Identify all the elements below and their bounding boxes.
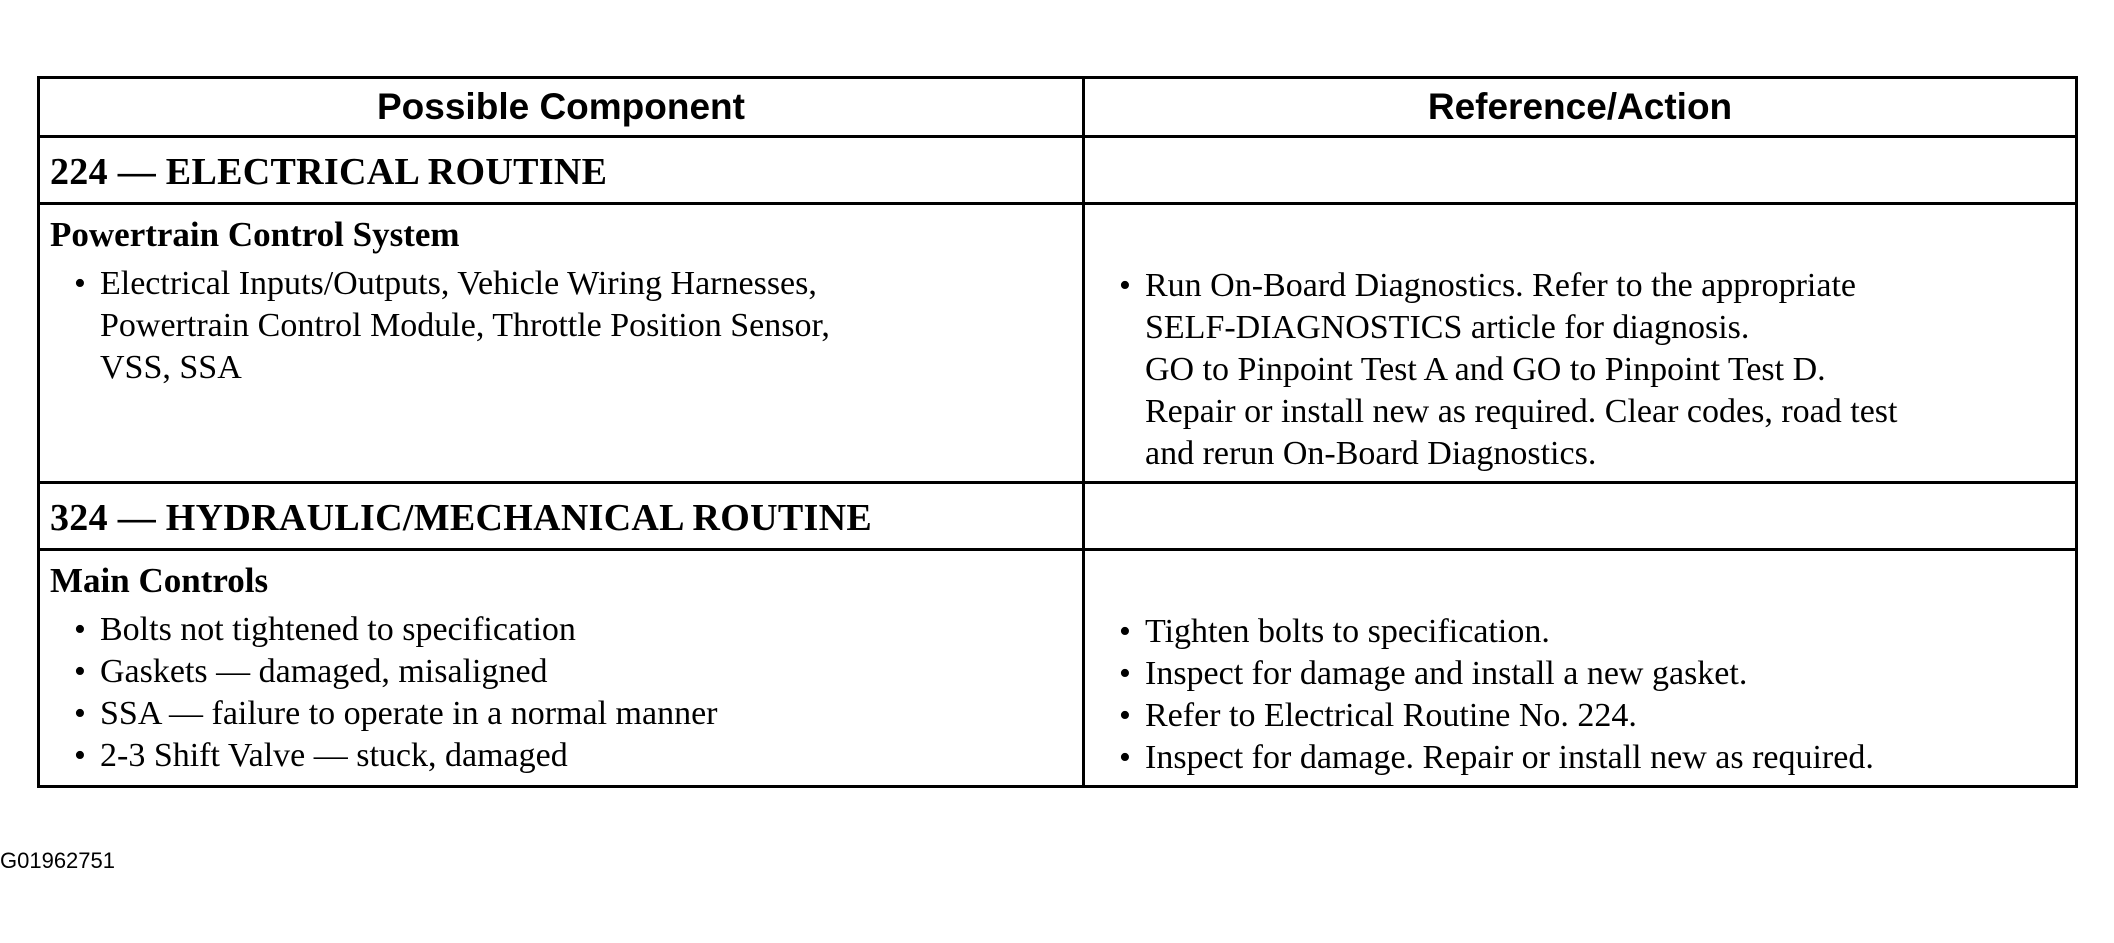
component-cell-324 [39,550,1084,787]
component-line: Powertrain Control Module, Throttle Position Sensor, [100,307,830,344]
header-row [39,78,2077,137]
action-cell-224 [1084,204,2077,483]
header-possible-component: Possible Component [39,78,1084,137]
table-row [39,204,2077,483]
list-item: • Gaskets — damaged, misaligned [50,651,1072,693]
list-item: • Inspect for damage and install a new gasket. [1095,653,2065,695]
component-line: • Electrical Inputs/Outputs, Vehicle Wiring Harnesses, [100,265,817,302]
routine-title-324: 324 — HYDRAULIC/MECHANICAL ROUTINE [39,483,1084,550]
component-line: VSS, SSA [100,349,242,386]
action-list-324 [1095,611,2065,779]
diagnostic-table [37,76,2078,788]
list-item [1095,265,2065,349]
action-line: Repair or install new as required. Clear codes, road test [1145,393,1898,430]
routine-empty-cell-224 [1084,137,2077,204]
list-item: • 2-3 Shift Valve — stuck, damaged [50,735,1072,777]
table-row [39,550,2077,787]
action-line: GO to Pinpoint Test A and GO to Pinpoint Test D. [1145,351,1826,388]
action-list-224 [1095,265,2065,349]
list-item: • SSA — failure to operate in a normal manner [50,693,1072,735]
list-item [50,263,1072,389]
action-line: • Run On-Board Diagnostics. Refer to the appropriate [1145,267,1856,304]
header-reference-action: Reference/Action [1084,78,2077,137]
figure-code: G01962751 [0,848,115,873]
action-line: and rerun On-Board Diagnostics. [1145,435,1597,472]
group-title-powertrain: Powertrain Control System [50,215,460,254]
component-list-224 [50,263,1072,389]
routine-empty-cell-324 [1084,483,2077,550]
routine-row-324 [39,483,2077,550]
list-item: • Refer to Electrical Routine No. 224. [1095,695,2065,737]
list-item: • Tighten bolts to specification. [1095,611,2065,653]
routine-row-224 [39,137,2077,204]
component-cell-224 [39,204,1084,483]
list-item: • Bolts not tightened to specification [50,609,1072,651]
group-title-main-controls: Main Controls [50,561,269,600]
list-item: • Inspect for damage. Repair or install new as required. [1095,737,2065,779]
action-line: SELF-DIAGNOSTICS article for diagnosis. [1145,309,1750,346]
routine-title-224: 224 — ELECTRICAL ROUTINE [39,137,1084,204]
action-cell-324 [1084,550,2077,787]
component-list-324 [50,609,1072,777]
